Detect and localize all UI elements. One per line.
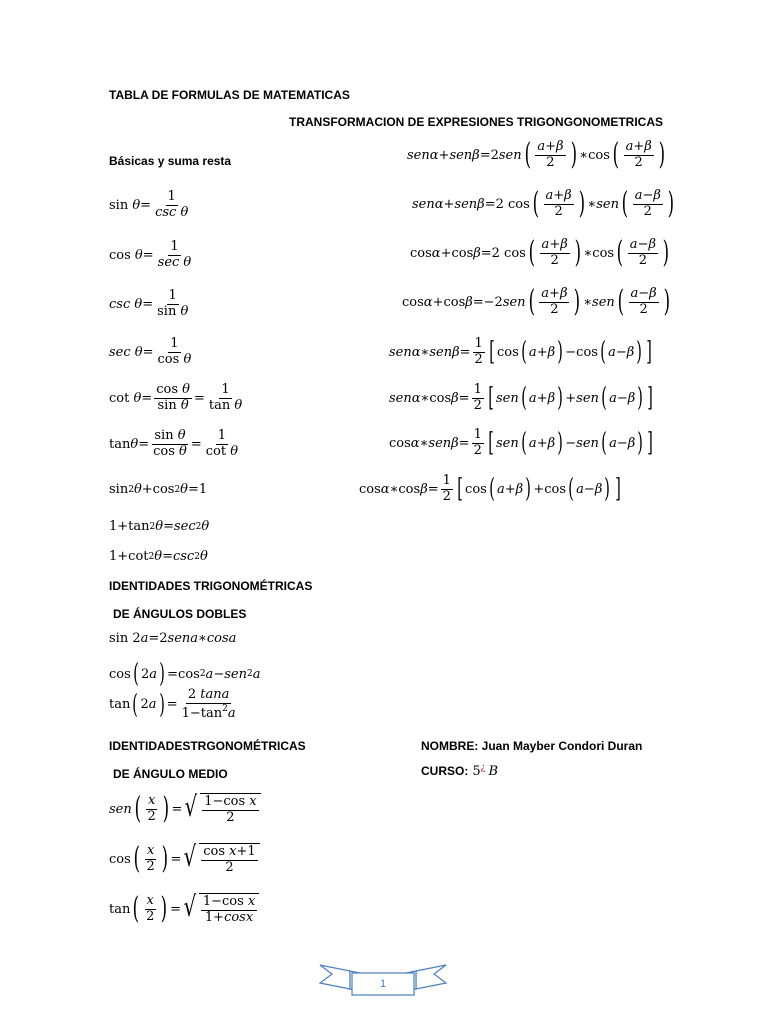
formula-pythagorean-2: 1+tan 2 θ = sec 2 θ	[109, 519, 210, 534]
double-angle-heading-2: DE ÁNGULOS DOBLES	[113, 607, 247, 621]
formula-sum-cos-2: cos α +cos β =−2 sen ( $\frac{a+\beta}{2}$ ) ∗ sen ( $\frac{a-\beta}{2}$ )	[402, 284, 670, 320]
formula-csc-reciprocal: csc θ = $\frac{1}{\text{sin θ}}$	[109, 288, 189, 319]
formula-cos-double: cos ( 2 a ) =cos 2 a − sen 2 a	[109, 659, 261, 689]
formula-tan: tan θ = $\frac{\text{sin θ}}{\text{cos θ}}$ = $\frac{1}{\text{cot θ}}$	[109, 428, 239, 459]
student-course	[421, 764, 498, 779]
formula-product-cos-sin: cos α ∗ senβ = $\frac{1}{2}$ [ sen ( a + β ) − sen ( a − β ) ]	[389, 427, 654, 459]
formula-product-cos-cos: cos α ∗cos β = $\frac{1}{2}$ [ cos ( a + β ) +cos ( a − β ) ]	[359, 473, 621, 505]
formula-cot: cot θ = $\frac{\text{cos θ}}{\text{sin θ}}$ = $\frac{1}{\text{tan θ}}$	[109, 382, 243, 413]
course-number: 5	[472, 764, 481, 779]
formula-tan-half: tan ( $\frac{x}{2}$ ) = √ $\frac{\text{1−cos x}}{1+\cos x}$	[109, 893, 259, 926]
formula-sum-cos-1: cos α +cos β =2 cos ( $\frac{a+\beta}{2}$ ) ∗cos ( $\frac{a-\beta}{2}$ )	[410, 235, 670, 271]
formula-cos-half: cos ( $\frac{x}{2}$ ) = √ $\frac{\text{cos x+1}}{2}$	[109, 843, 260, 876]
formula-pythagorean-3: 1+cot 2 θ = csc 2 θ	[109, 549, 208, 564]
formula-sin-reciprocal: sin θ = $\frac{1}{\text{csc θ}}$	[109, 189, 189, 220]
formula-sin-half: sen ( $\frac{x}{2}$ ) = √ $\frac{\text{1−cos x}}{2}$	[109, 793, 261, 826]
section-title: TRANSFORMACION DE EXPRESIONES TRIGONGONOMETRICAS	[289, 115, 664, 129]
doc-title: TABLA DE FORMULAS DE MATEMATICAS	[109, 88, 350, 102]
formula-pythagorean-1: sin 2 θ +cos 2 θ =1	[109, 482, 208, 497]
course-label: CURSO:	[421, 764, 469, 778]
formula-sin-double: sin 2 a =2 sena ∗ cosa	[109, 631, 237, 646]
double-angle-heading-1: IDENTIDADES TRIGONOMÉTRICAS	[109, 579, 313, 593]
formula-product-sin-cos: senα ∗cos β = $\frac{1}{2}$ [ sen ( a + β ) + sen ( a − β ) ]	[389, 382, 654, 414]
page-number-ribbon	[318, 963, 448, 1008]
half-angle-heading-2: DE ÁNGULO MEDIO	[113, 767, 228, 781]
formula-product-sin-sin: senα ∗ senβ = $\frac{1}{2}$ [ cos ( a + β ) −cos ( a − β ) ]	[389, 336, 653, 368]
half-angle-heading-1: IDENTIDADESTRGONOMÉTRICAS	[109, 739, 306, 753]
course-glyph: ¿	[480, 763, 486, 773]
formula-cos-reciprocal: cos θ = $\frac{1}{\text{sec θ}}$	[109, 239, 192, 270]
formula-sec-reciprocal: sec θ = $\frac{1}{\text{cos θ}}$	[109, 336, 192, 367]
basic-section-heading: Básicas y suma resta	[109, 154, 232, 168]
formula-sum-sin-1: senα + senβ =2 sen ( $\frac{a+\beta}{2}$ ) ∗cos ( $\frac{a+\beta}{2}$ )	[407, 137, 665, 173]
course-letter: B	[488, 764, 499, 779]
page-number: 1	[379, 978, 387, 990]
formula-tan-double: tan ( 2 a ) = $\frac{2 \tan a}{1-\tan^2a}$	[109, 687, 236, 721]
formula-sum-sin-2: senα + senβ =2 cos ( $\frac{a+\beta}{2}$ ) ∗ sen ( $\frac{a-\beta}{2}$ )	[412, 186, 674, 222]
student-name: NOMBRE: Juan Mayber Condori Duran	[421, 739, 643, 753]
